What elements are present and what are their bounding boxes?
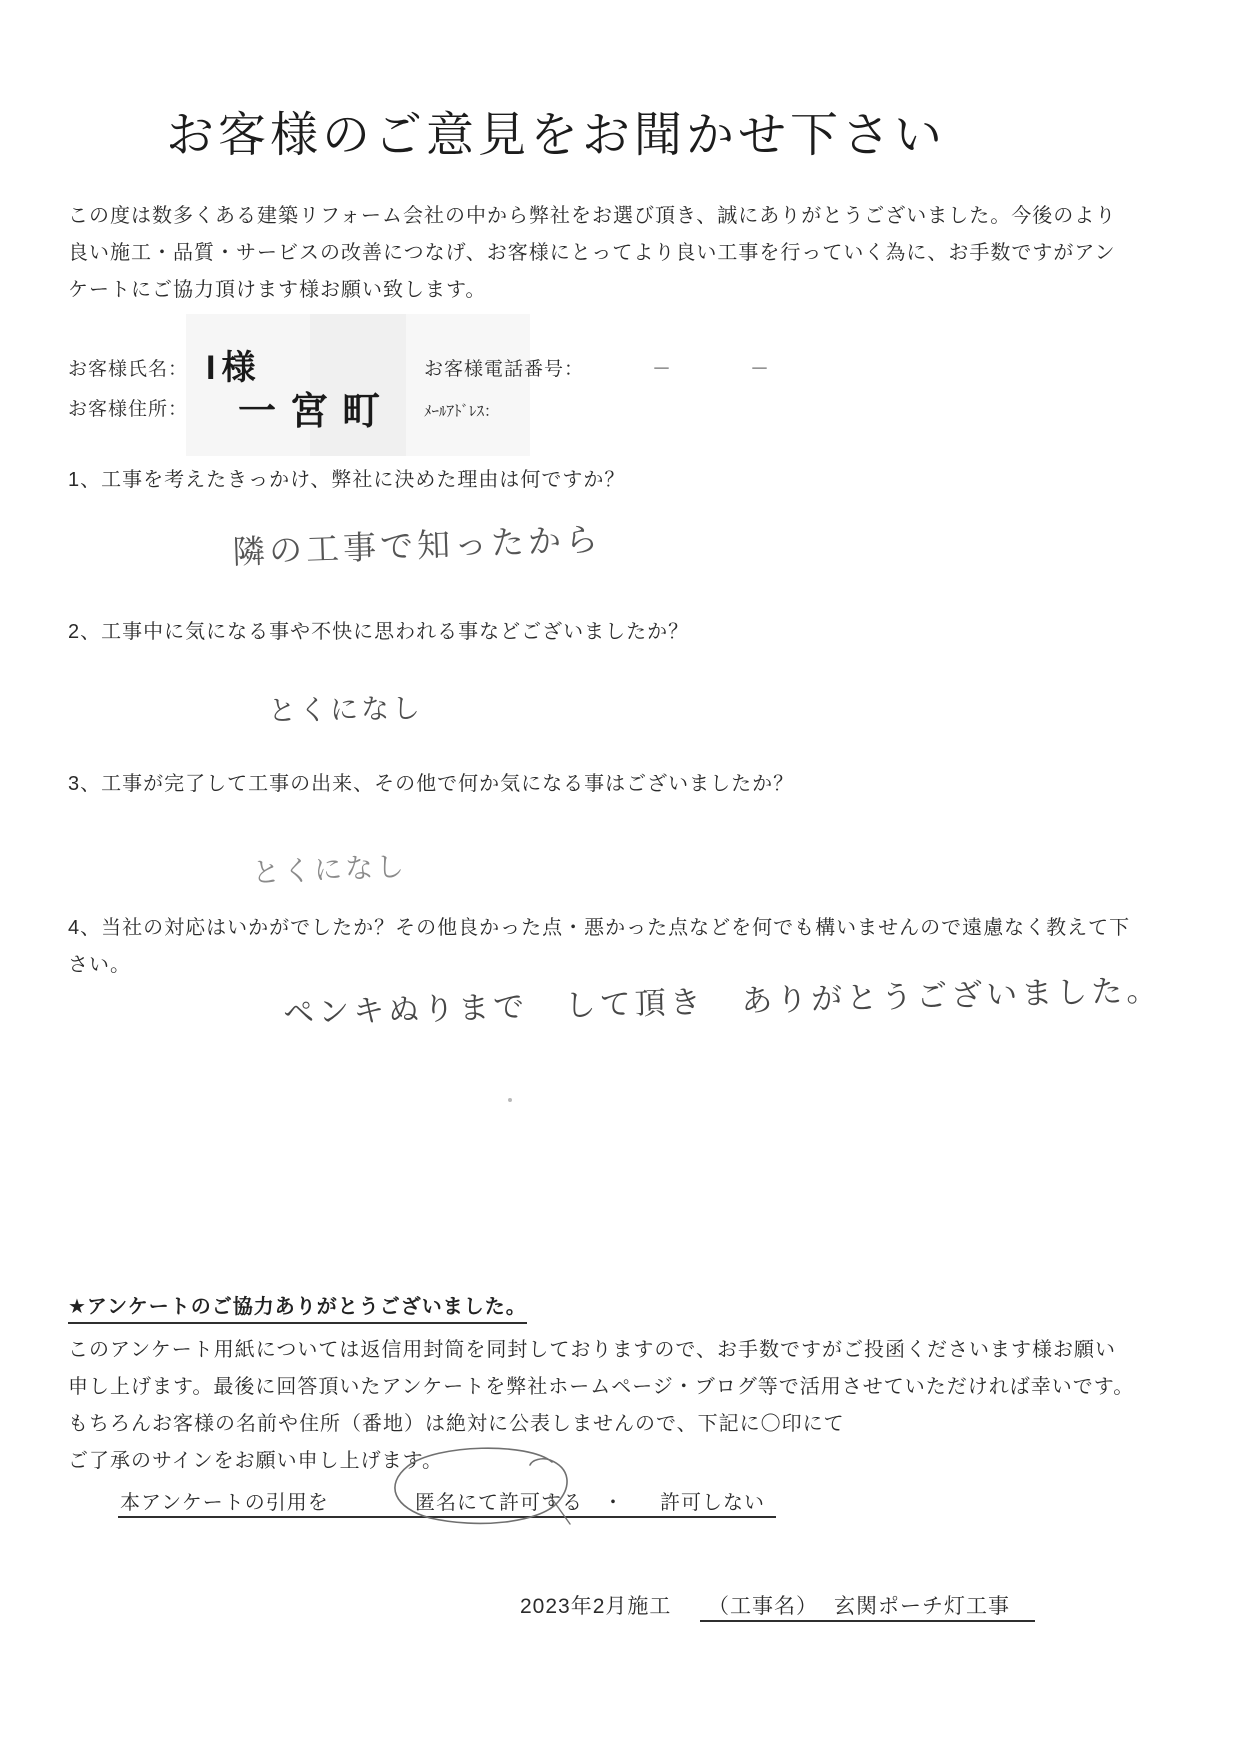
- customer-phone-label: お客様電話番号：: [424, 359, 585, 380]
- consent-prefix: 本アンケートの引用を: [120, 1492, 329, 1514]
- handwritten-circle-mark: [380, 1438, 590, 1534]
- question-3-label: 3、工事が完了して工事の出来、その他で何か気になる事はございましたか？: [68, 773, 795, 795]
- completion-date: 2023年2月施工: [520, 1595, 672, 1618]
- customer-name-value: I様: [206, 349, 262, 387]
- footer-line-3: もちろんお客様の名前や住所（番地）は絶対に公表しませんので、下記に〇印にて: [68, 1413, 845, 1435]
- customer-phone-dash-2: －: [750, 359, 771, 380]
- scan-artifact-dot: [508, 1098, 512, 1102]
- customer-email-label: ﾒｰﾙｱﾄﾞﾚｽ：: [424, 403, 500, 420]
- page-title: お客様のご意見をお聞かせ下さい: [166, 109, 947, 162]
- consent-separator: ・: [603, 1492, 624, 1514]
- question-2-label: 2、工事中に気になる事や不快に思われる事などございましたか？: [68, 621, 690, 643]
- question-4-label: 4、当社の対応はいかがでしたか？その他良かった点・悪かった点などを何でも構いませんので遠慮なく教えて下さい。: [68, 917, 1131, 976]
- redaction-box: [406, 314, 530, 456]
- question-2-handwritten-answer: とくになし: [267, 692, 424, 727]
- customer-address-value: 一宮町: [238, 391, 395, 433]
- thanks-heading: ★アンケートのご協力ありがとうございました。: [68, 1290, 527, 1324]
- question-3-handwritten-answer: とくになし: [251, 850, 408, 889]
- question-1-label: 1、工事を考えたきっかけ、弊社に決めた理由は何ですか？: [68, 469, 626, 491]
- work-name-value: 玄関ポーチ灯工事: [834, 1595, 1010, 1618]
- customer-address-label: お客様住所：: [68, 399, 189, 420]
- intro-line-1: この度は数多くある建築リフォーム会社の中から弊社をお選び頂き、誠にありがとうございました。今後のより: [68, 205, 1117, 227]
- footer-line-2: 申し上げます。最後に回答頂いたアンケートを弊社ホームページ・ブログ等で活用させていただければ幸いです。: [68, 1376, 1135, 1398]
- consent-option-allow: 匿名にて許可する: [415, 1492, 583, 1514]
- footer-paragraph: [68, 1332, 1198, 1480]
- work-name-underline: [700, 1620, 1035, 1622]
- footer-line-4: ご了承のサインをお願い申し上げます。: [68, 1450, 443, 1472]
- customer-phone-dash-1: －: [652, 359, 673, 380]
- question-4-handwritten-answer: ペンキぬりまで して頂き ありがとうございました。: [282, 972, 1162, 1031]
- intro-line-2: 良い施工・品質・サービスの改善につなげ、お客様にとってより良い工事を行っていく為に、お手数ですがアン: [68, 242, 1116, 264]
- customer-name-label: お客様氏名：: [68, 359, 189, 380]
- work-name-label: （工事名）: [708, 1595, 818, 1618]
- intro-line-3: ケートにご協力頂けます様お願い致します。: [68, 279, 487, 301]
- question-1-handwritten-answer: 隣の工事で知ったから: [231, 520, 603, 571]
- footer-line-1: このアンケート用紙については返信用封筒を同封しておりますので、お手数ですがご投函くださいます様お願い: [68, 1339, 1116, 1361]
- intro-paragraph: [68, 198, 1188, 309]
- consent-option-deny: 許可しない: [660, 1492, 765, 1514]
